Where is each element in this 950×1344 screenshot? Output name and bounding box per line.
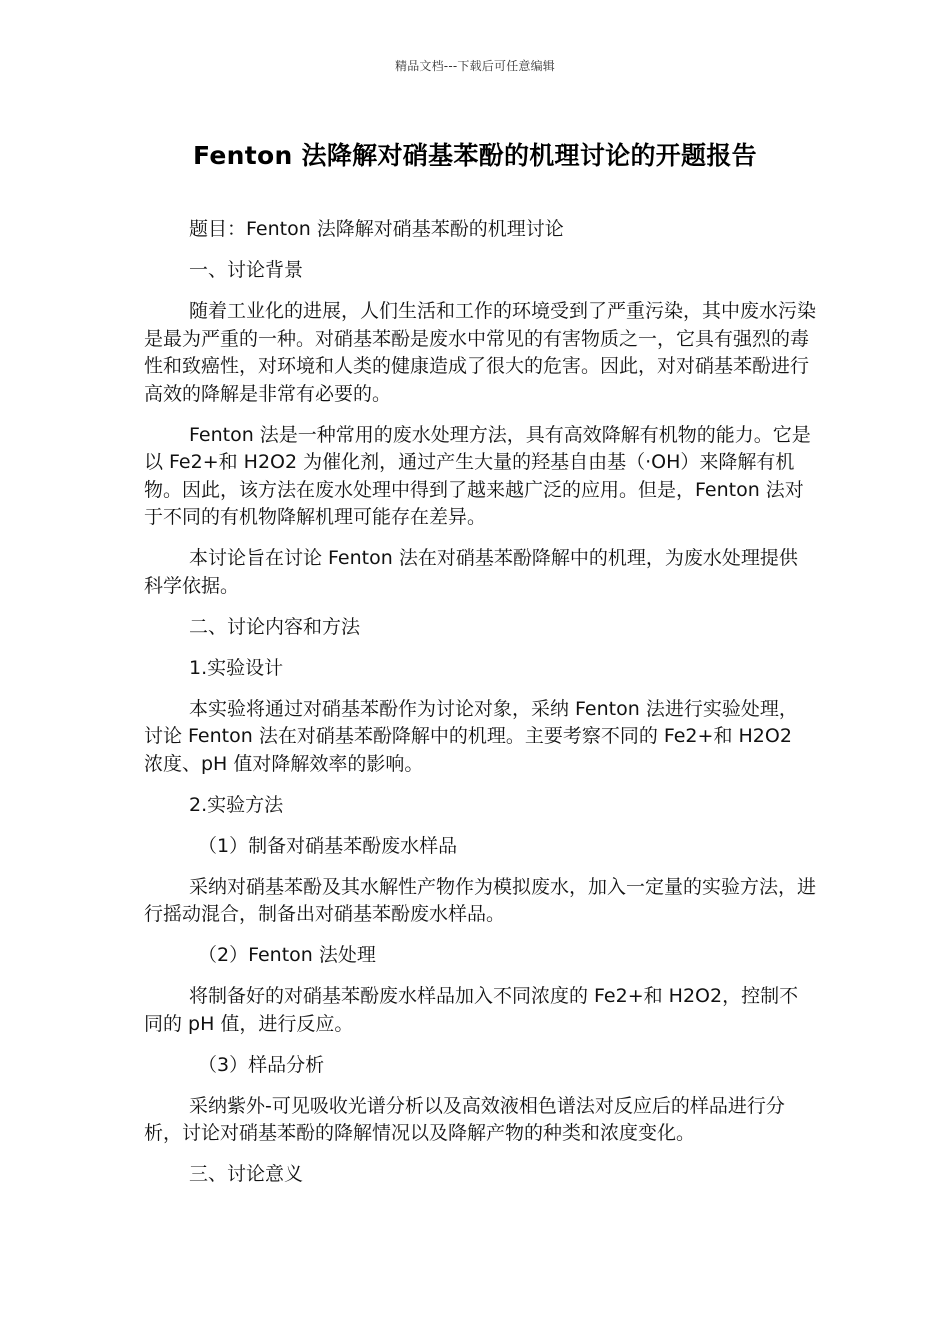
step-heading-3: （3）样品分析 [198,1053,325,1076]
header-watermark: 精品文档---下载后可任意编辑 [395,59,555,73]
body-paragraph: 随着工业化的进展，人们生活和工作的环境受到了严重污染，其中废水污染是最为严重的一种。对硝基苯酚是废水中常见的有害物质之一，它具有强烈的毒性和致癌性，对环境和人类的健康造成了很大的危害。因此，对对硝基苯酚进行高效的降解是非常有必要的。 [144,300,817,405]
body-paragraph: 将制备好的对硝基苯酚废水样品加入不同浓度的 Fe2+和 H2O2，控制不同的 pH 值，进行反应。 [144,985,799,1035]
body-paragraph: 本实验将通过对硝基苯酚作为讨论对象，采纳 Fenton 法进行实验处理，讨论 Fenton 法在对硝基苯酚降解中的机理。主要考察不同的 Fe2+和 H2O2 浓度、pH 值对降解效率的影响。 [144,697,798,775]
step-heading-2: （2）Fenton 法处理 [198,944,376,966]
body-paragraph: 本讨论旨在讨论 Fenton 法在对硝基苯酚降解中的机理，为废水处理提供科学依据。 [144,547,798,597]
document-title: Fenton 法降解对硝基苯酚的机理讨论的开题报告 [193,141,757,170]
body-paragraph: 采纳紫外-可见吸收光谱分析以及高效液相色谱法对反应后的样品进行分析，讨论对硝基苯酚的降解情况以及降解产物的种类和浓度变化。 [144,1094,785,1144]
subsection-heading-design: 1.实验设计 [189,656,284,679]
section-heading-content-methods: 二、讨论内容和方法 [189,615,361,638]
step-heading-1: （1）制备对硝基苯酚废水样品 [198,834,458,857]
document-body [144,216,816,1202]
section-heading-background: 一、讨论背景 [189,259,304,281]
body-paragraph: 采纳对硝基苯酚及其水解性产物作为模拟废水，加入一定量的实验方法，进行摇动混合，制备出对硝基苯酚废水样品。 [144,875,817,925]
body-paragraph: Fenton 法是一种常用的废水处理方法，具有高效降解有机物的能力。它是以 Fe2+和 H2O2 为催化剂，通过产生大量的羟基自由基（·OH）来降解有机物。因此，该方法在废水处理中得到了越来越广泛的应用。但是，Fenton 法对于不同的有机物降解机理可能存在差异。 [144,423,811,528]
topic-line: 题目：Fenton 法降解对硝基苯酚的机理讨论 [189,218,564,240]
section-heading-significance: 三、讨论意义 [189,1163,304,1185]
subsection-heading-methods: 2.实验方法 [189,793,284,816]
